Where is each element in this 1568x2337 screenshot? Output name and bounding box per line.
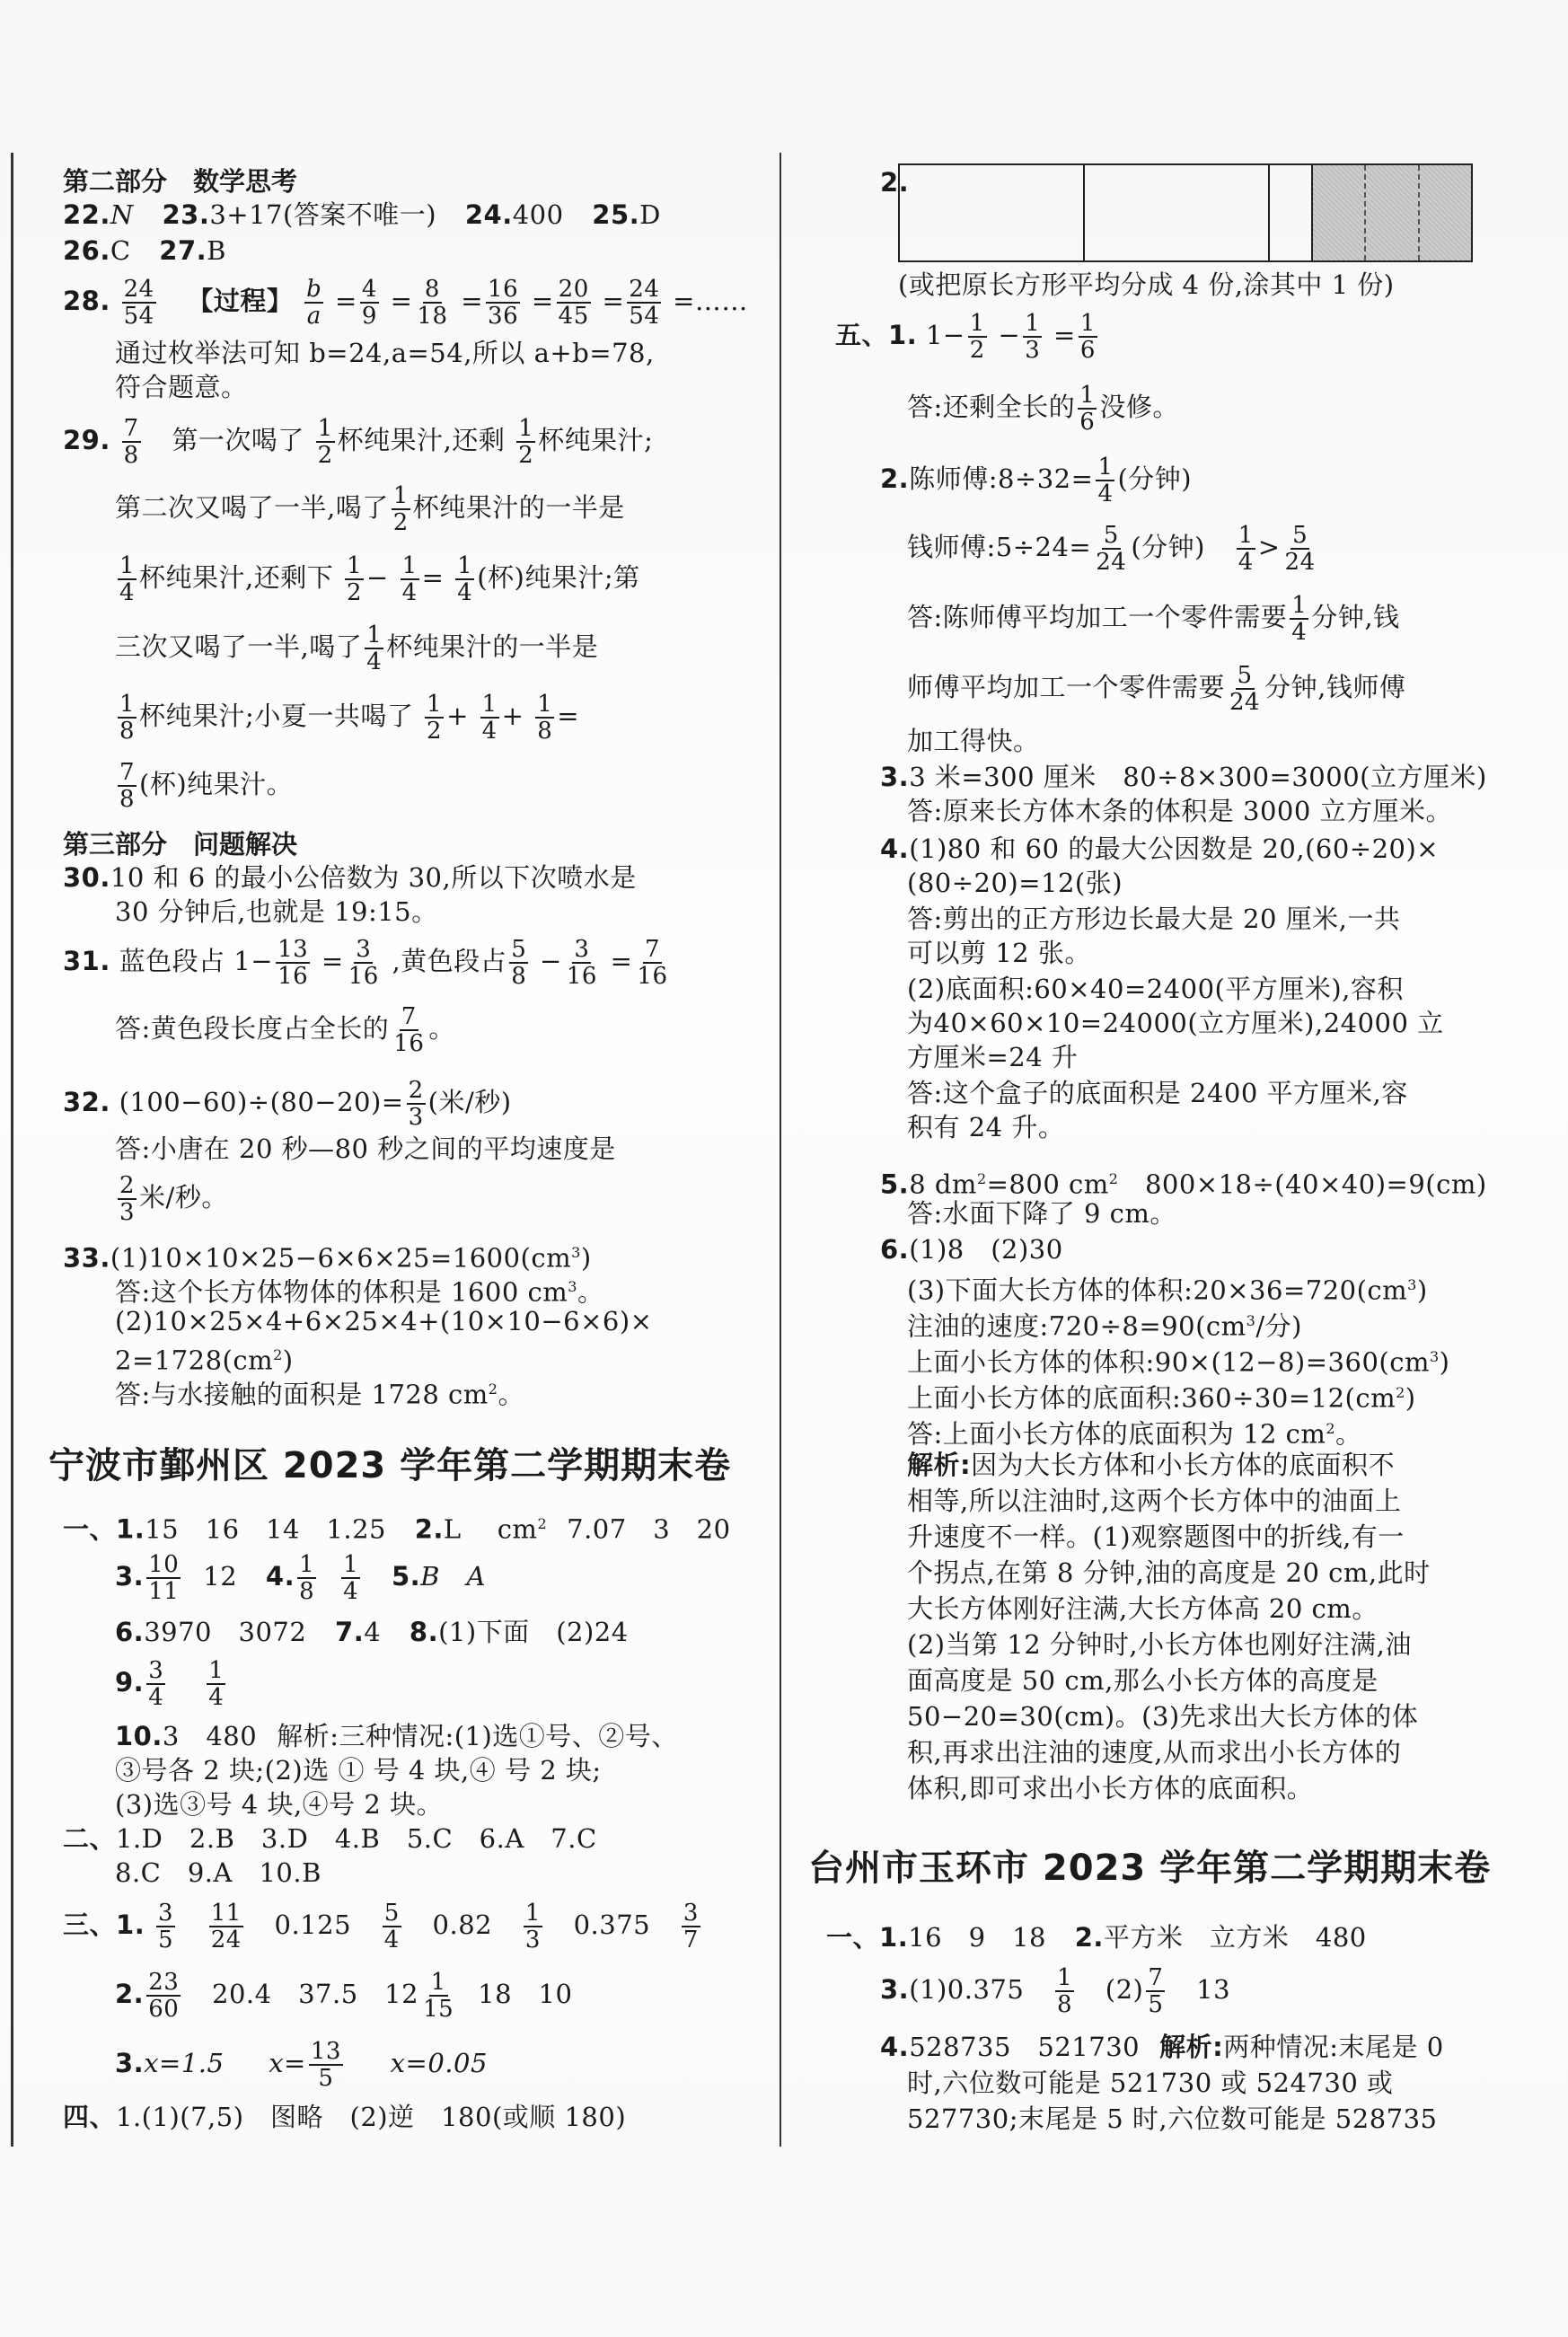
s5-q6-analysis-10: 体积,即可求出小长方体的底面积。 bbox=[907, 1773, 1314, 1803]
t1-line5: 527730;末尾是 5 时,六位数可能是 528735 bbox=[907, 2103, 1438, 2134]
process-tag: 【过程】 bbox=[187, 286, 294, 316]
exam-title-yinzhou: 宁波市鄞州区 2023 学年第二学期期末卷 bbox=[48, 1445, 732, 1486]
s5-q2-line1: 2.陈师傅:8÷32= $\frac{1}{4}$ (分钟) bbox=[880, 454, 1193, 507]
s1-line4: 9. $\frac{3}{4}$ $\frac{1}{4}$ bbox=[115, 1657, 225, 1711]
q-number: 32. bbox=[63, 1087, 110, 1117]
q2-number: 2. bbox=[880, 167, 910, 198]
answer-text: D bbox=[639, 199, 661, 230]
answer-text: 400 bbox=[512, 199, 564, 230]
s3-line1: 三、1. $\frac{3}{5}$ $\frac{11}{24}$ 0.125 $\frac{5}{4}$ 0.82 $\frac{1}{3}$ 0.375 $\frac{3}{7}$ bbox=[63, 1900, 699, 1953]
s3-line3: 3.x=1.5 x= $\frac{13}{5}$ x=0.05 bbox=[115, 2038, 488, 2092]
q29-line4: 三次又喝了一半,喝了 $\frac{1}{4}$ 杯纯果汁的一半是 bbox=[115, 622, 599, 675]
q28-line2: 通过枚举法可知 b=24,a=54,所以 a+b=78, bbox=[115, 338, 655, 368]
s5-q6-line5: 上面小长方体的底面积$:360\div 30=12(cm^2)$ bbox=[907, 1382, 1416, 1414]
s5-q4-line9: 积有 24 升。 bbox=[907, 1112, 1065, 1142]
shaded-part bbox=[1313, 165, 1471, 260]
exam-title-yuhuan: 台州市玉环市 2023 学年第二学期期末卷 bbox=[808, 1848, 1492, 1889]
q28-line3: 符合题意。 bbox=[115, 372, 248, 402]
s5-q2-line2: 钱师傅:5÷24= $\frac{5}{24}$ (分钟) $\frac{1}{4}$ > $\frac{5}{24}$ bbox=[907, 522, 1316, 576]
answer-30: 30.10 和 6 的最小公倍数为 30,所以下次喷水是 bbox=[63, 862, 637, 893]
s1-line7: (3)选③号 4 块,④号 2 块。 bbox=[115, 1789, 444, 1820]
answer-32: 32. (100−60)÷(80−20)= $\frac{2}{3}$ (米/秒) bbox=[63, 1077, 512, 1131]
answers-26-27 bbox=[63, 235, 226, 266]
s5-q1-answer: 答:还剩全长的 $\frac{1}{6}$ 没修。 bbox=[907, 382, 1179, 436]
s5-q4-line2: (80÷20)=12(张) bbox=[907, 868, 1123, 898]
q29-line6: $\frac{7}{8}$ (杯)纯果汁。 bbox=[119, 759, 294, 813]
s5-q6-line4: 上面小长方体的体积$:90\times(12-8)=360(cm^3)$ bbox=[907, 1346, 1450, 1378]
s1-line3: 6.3970 3072 7.4 8.(1)下面 (2)24 bbox=[115, 1617, 629, 1647]
grid-cell bbox=[1270, 165, 1313, 260]
q33-line3: (2)10×25×4+6×25×4+(10×10−6×6)× bbox=[115, 1306, 653, 1336]
s5-q6-line6: 答:上面小长方体的底面积为 12 $cm^2$。 bbox=[907, 1418, 1362, 1450]
s5-q5-line2: 答:水面下降了 9 cm。 bbox=[907, 1198, 1176, 1229]
section-title-part3: 第三部分 问题解决 bbox=[63, 829, 298, 860]
s5-q6-analysis-3: 升速度不一样。(1)观察题图中的折线,有一 bbox=[907, 1521, 1405, 1552]
q-number: 31. bbox=[63, 946, 110, 976]
q-number: 22. bbox=[63, 199, 110, 230]
s1-line1: 一、1.15 16 14 1.25 2.L $cm^2$ 7.07 3 20 bbox=[63, 1513, 731, 1545]
q2-note: (或把原长方形平均分成 4 份,涂其中 1 份) bbox=[898, 269, 1395, 300]
q-number: 28. bbox=[63, 286, 110, 316]
s5-q4-line3: 答:剪出的正方形边长最大是 20 厘米,一共 bbox=[907, 904, 1401, 934]
s4-line1: 四、1.(1)(7,5) 图略 (2)逆 180(或顺 180) bbox=[63, 2102, 627, 2132]
s5-q4-line4: 可以剪 12 张。 bbox=[907, 938, 1091, 968]
q-number: 24. bbox=[464, 199, 513, 230]
s5-q6-line2: (3)下面大长方体的体积$:20\times 36=720(cm^3)$ bbox=[907, 1274, 1428, 1306]
t1-line2: 3.(1)0.375 $\frac{1}{8}$ (2) $\frac{7}{5}$ 13 bbox=[880, 1964, 1231, 2018]
answer-31: 31. 蓝色段占 1− $\frac{13}{16}$ = $\frac{3}{16}$ ,黄色段占 $\frac{5}{8}$ − $\frac{3}{16}$ = $\frac{7}{16}$ bbox=[63, 936, 668, 990]
left-margin-line bbox=[11, 153, 13, 2147]
s3-line2: 2. $\frac{23}{60}$ 20.4 37.5 12 $\frac{1}{15}$ 18 10 bbox=[115, 1969, 573, 2023]
q-number: 27. bbox=[159, 235, 207, 266]
s5-q6-analysis-5: 大长方体刚好注满,大长方体高 20 cm。 bbox=[907, 1593, 1379, 1624]
s5-q4-line6: 为40×60×10=24000(立方厘米),24000 立 bbox=[907, 1008, 1444, 1038]
s5-q6-analysis-8: 50−20=30(cm)。(3)先求出大长方体的体 bbox=[907, 1701, 1419, 1732]
q31-answer: 答:黄色段长度占全长的 $\frac{7}{16}$ 。 bbox=[115, 1003, 455, 1057]
answers-22-25 bbox=[63, 199, 661, 230]
answer-text: 3+17(答案不唯一) bbox=[209, 199, 437, 230]
s5-q6-analysis-1: 解析:因为大长方体和小长方体的底面积不 bbox=[907, 1450, 1396, 1480]
s5-q6-line3: 注油的速度$:720\div 8=90(cm^3/$分) bbox=[907, 1310, 1302, 1342]
q32-answer: 答:小唐在 20 秒—80 秒之间的平均速度是 bbox=[115, 1133, 616, 1164]
s1-line5: 10.3 480 解析:三种情况:(1)选①号、②号、 bbox=[115, 1721, 678, 1751]
q-number: 25. bbox=[592, 199, 640, 230]
q29-line2: 第二次又喝了一半,喝了 $\frac{1}{2}$ 杯纯果汁的一半是 bbox=[115, 482, 625, 536]
t1-line1: 一、1.16 9 18 2.平方米 立方米 480 bbox=[826, 1922, 1367, 1953]
t1-line3: 4.528735 521730 解析:两种情况:末尾是 0 bbox=[880, 2032, 1444, 2062]
q-number: 26. bbox=[63, 235, 110, 266]
s5-q4-line5: (2)底面积:60×40=2400(平方厘米),容积 bbox=[907, 974, 1404, 1004]
column-divider bbox=[780, 153, 781, 2147]
grid-cell bbox=[1085, 165, 1270, 260]
s5-q2-line3: 答:陈师傅平均加工一个零件需要 $\frac{1}{4}$ 分钟,钱 bbox=[907, 592, 1400, 646]
answer-28: 28. $\frac{24}{54}$ 【过程】 $\frac{b}{a}$ = $\frac{4}{9}$ = $\frac{8}{18}$ = $\frac{16}{36}$ = $\frac{20}{45}$ = $\frac{24}{54}$ =…… bbox=[63, 276, 748, 330]
s5-q6-analysis-2: 相等,所以注油时,这两个长方体中的油面上 bbox=[907, 1486, 1402, 1516]
s1-line2: 3. $\frac{10}{11}$ 12 4. $\frac{1}{8}$ $\frac{1}{4}$ 5.B A bbox=[115, 1551, 486, 1605]
t1-line4: 时,六位数可能是 521730 或 524730 或 bbox=[907, 2068, 1394, 2098]
q33-line4: $2=1728(cm^2)$ bbox=[115, 1345, 294, 1376]
answer-29: 29. $\frac{7}{8}$ 第一次喝了 $\frac{1}{2}$ 杯纯果汁,还剩 $\frac{1}{2}$ 杯纯果汁; bbox=[63, 415, 654, 469]
s5-q3-line1: 3.3 米=300 厘米 80÷8×300=3000(立方厘米) bbox=[880, 762, 1487, 792]
q-number: 29. bbox=[63, 425, 110, 455]
q29-line5: $\frac{1}{8}$ 杯纯果汁;小夏一共喝了 $\frac{1}{2}$ + $\frac{1}{4}$ + $\frac{1}{8}$ = bbox=[119, 691, 580, 745]
fraction: $\frac{b}{a}$ bbox=[306, 276, 322, 330]
s5-q6-analysis-9: 积,再求出注油的速度,从而求出小长方体的 bbox=[907, 1737, 1402, 1768]
s5-q4-line8: 答:这个盒子的底面积是 2400 平方厘米,容 bbox=[907, 1078, 1408, 1108]
answer-text: B bbox=[207, 235, 226, 266]
q-number: 33. bbox=[63, 1242, 110, 1274]
s5-q5-line1: 5.8 $dm^2=800$ $cm^2$ 800×18÷(40×40)=9(cm) bbox=[880, 1168, 1487, 1200]
q33-line5: 答:与水接触的面积是 1728 $cm^2$。 bbox=[115, 1379, 524, 1410]
s5-q4-line1: 4.(1)80 和 60 的最大公因数是 20,(60÷20)× bbox=[880, 833, 1440, 864]
s5-q2-line5: 加工得快。 bbox=[907, 726, 1040, 756]
q30-line2: 30 分钟后,也就是 19:15。 bbox=[115, 896, 438, 927]
s5-q6-analysis-7: 面高度是 50 cm,那么小长方体的高度是 bbox=[907, 1665, 1379, 1696]
s5-q4-line7: 方厘米=24 升 bbox=[907, 1042, 1079, 1072]
rectangle-grid-figure bbox=[898, 163, 1473, 262]
q33-line2: 答:这个长方体物体的体积是 1600 $cm^3$。 bbox=[115, 1276, 604, 1308]
s1-line6: ③号各 2 块;(2)选 ① 号 4 块,④ 号 2 块; bbox=[115, 1755, 602, 1786]
q32-answer-2: $\frac{2}{3}$ 米/秒。 bbox=[119, 1172, 228, 1226]
answer-text: N bbox=[110, 199, 134, 230]
q-number: 30. bbox=[63, 862, 110, 893]
s5-q2-line4: 师傅平均加工一个零件需要 $\frac{5}{24}$ 分钟,钱师傅 bbox=[907, 662, 1406, 716]
s5-q6-analysis-4: 个拐点,在第 8 分钟,油的高度是 20 cm,此时 bbox=[907, 1557, 1431, 1588]
answer-text: C bbox=[110, 235, 131, 266]
s5-q6-line1: 6.(1)8 (2)30 bbox=[880, 1234, 1063, 1265]
q-number: 23. bbox=[162, 199, 210, 230]
grid-cell bbox=[900, 165, 1085, 260]
s5-q3-line2: 答:原来长方体木条的体积是 3000 立方厘米。 bbox=[907, 796, 1453, 826]
fraction: $\frac{24}{54}$ bbox=[123, 276, 154, 330]
s5-q1: 五、1. 1− $\frac{1}{2}$ − $\frac{1}{3}$ = $\frac{1}{6}$ bbox=[835, 310, 1096, 364]
q29-line3: $\frac{1}{4}$ 杯纯果汁,还剩下 $\frac{1}{2}$ − $\frac{1}{4}$ = $\frac{1}{4}$ (杯)纯果汁;第 bbox=[119, 552, 640, 606]
answer-33: $33.(1)10\times 10\times 25-6\times 6\times 25=1600(cm^3)$ bbox=[63, 1242, 592, 1274]
section-title-part2: 第二部分 数学思考 bbox=[63, 166, 298, 197]
s5-q6-analysis-6: (2)当第 12 分钟时,小长方体也刚好注满,油 bbox=[907, 1629, 1412, 1660]
s2-line2: 8.C 9.A 10.B bbox=[115, 1857, 322, 1888]
s2-line1: 二、1.D 2.B 3.D 4.B 5.C 6.A 7.C bbox=[63, 1823, 597, 1854]
